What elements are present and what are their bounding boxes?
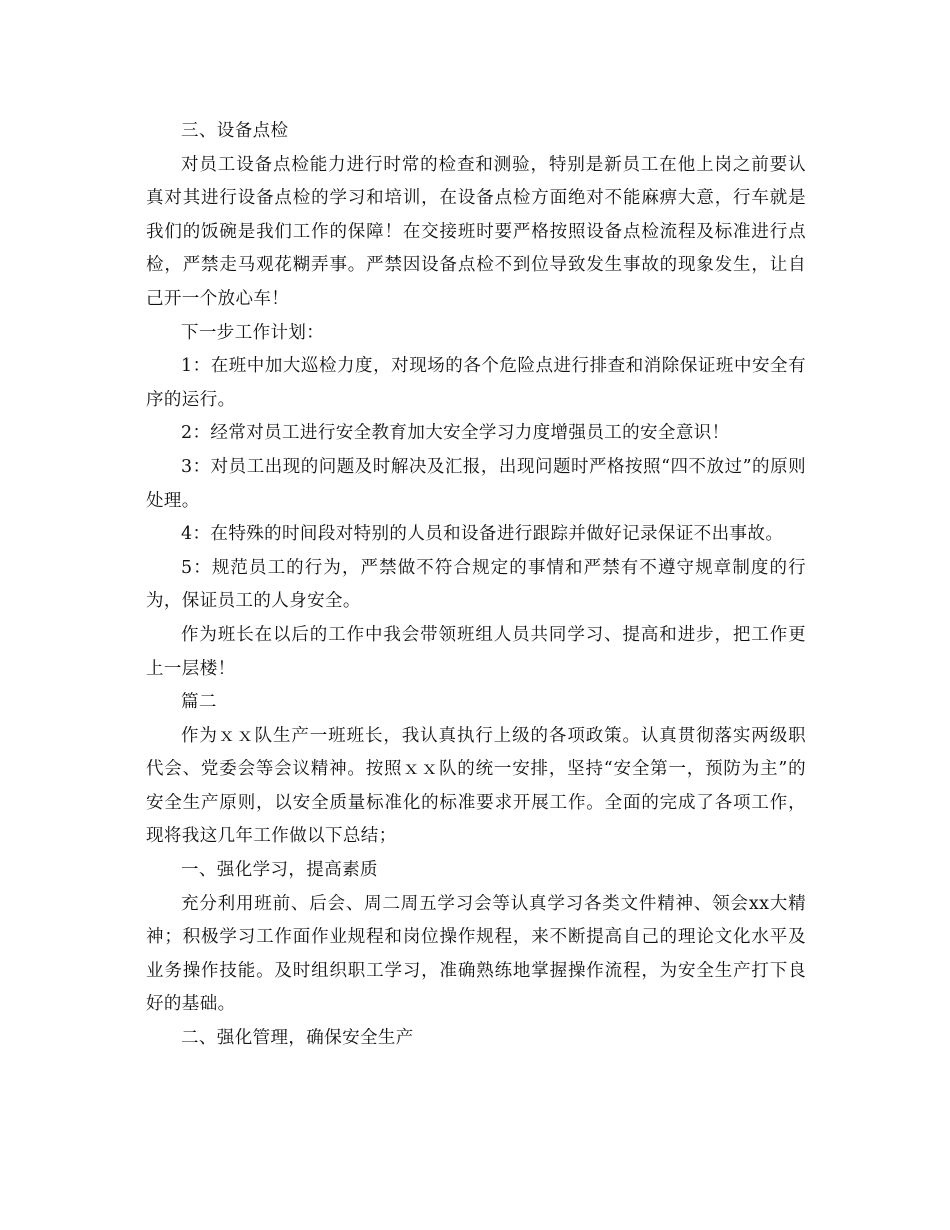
section-heading-next-plan: 下一步工作计划： — [181, 322, 325, 343]
section-heading-equipment-inspection: 三、设备点检 — [181, 121, 289, 141]
plan-item-1: 1：在班中加大巡检力度，对现场的各个危险点进行排查和消除保证班中安全有序的运行。 — [146, 356, 806, 410]
document-page — [146, 115, 806, 1056]
plan-item-2: 2：经常对员工进行安全教育加大安全学习力度增强员工的安全意识！ — [181, 423, 730, 444]
plan-item-3: 3：对员工出现的问题及时解决及汇报，出现问题时严格按照“四不放过”的原则处理。 — [146, 456, 806, 511]
paragraph-strengthen-learning: 充分利用班前、后会、周二周五学习会等认真学习各类文件精神、领会xx大精神；积极学习工作面作业规程和岗位操作规程，来不断提高自己的理论文化水平及业务操作技能。及时组织职工学习，准确熟练地掌握操作流程，为安全生产打下良好的基础。 — [146, 893, 806, 1015]
paragraph-closing: 作为班长在以后的工作中我会带领班组人员共同学习、提高和进步，把工作更上一层楼！ — [146, 624, 806, 679]
paragraph-intro-part-two: 作为ｘｘ队生产一班班长，我认真执行上级的各项政策。认真贯彻落实两级职代会、党委会等会议精神。按照ｘｘ队的统一安排，坚持“安全第一，预防为主”的安全生产原则，以安全质量标准化的标准要求开展工作。全面的完成了各项工作，现将我这几年工作做以下总结； — [146, 725, 806, 847]
section-heading-strengthen-learning: 一、强化学习，提高素质 — [181, 860, 378, 881]
paragraph-equipment-inspection: 对员工设备点检能力进行时常的检查和测验，特别是新员工在他上岗之前要认真对其进行设备点检的学习和培训，在设备点检方面绝对不能麻痹大意，行车就是我们的饭碗是我们工作的保障！在交接班时要严格按照设备点检流程及标准进行点检，严禁走马观花糊弄事。严禁因设备点检不到位导致发生事故的现象发生，让自己开一个放心车！ — [146, 154, 806, 309]
section-heading-strengthen-management: 二、强化管理，确保安全生产 — [181, 1028, 414, 1049]
section-heading-part-two: 篇二 — [181, 692, 217, 713]
plan-item-4: 4：在特殊的时间段对特别的人员和设备进行跟踪并做好记录保证不出事故。 — [181, 524, 784, 545]
plan-item-5: 5：规范员工的行为，严禁做不符合规定的事情和严禁有不遵守规章制度的行为，保证员工的人身安全。 — [146, 557, 806, 612]
